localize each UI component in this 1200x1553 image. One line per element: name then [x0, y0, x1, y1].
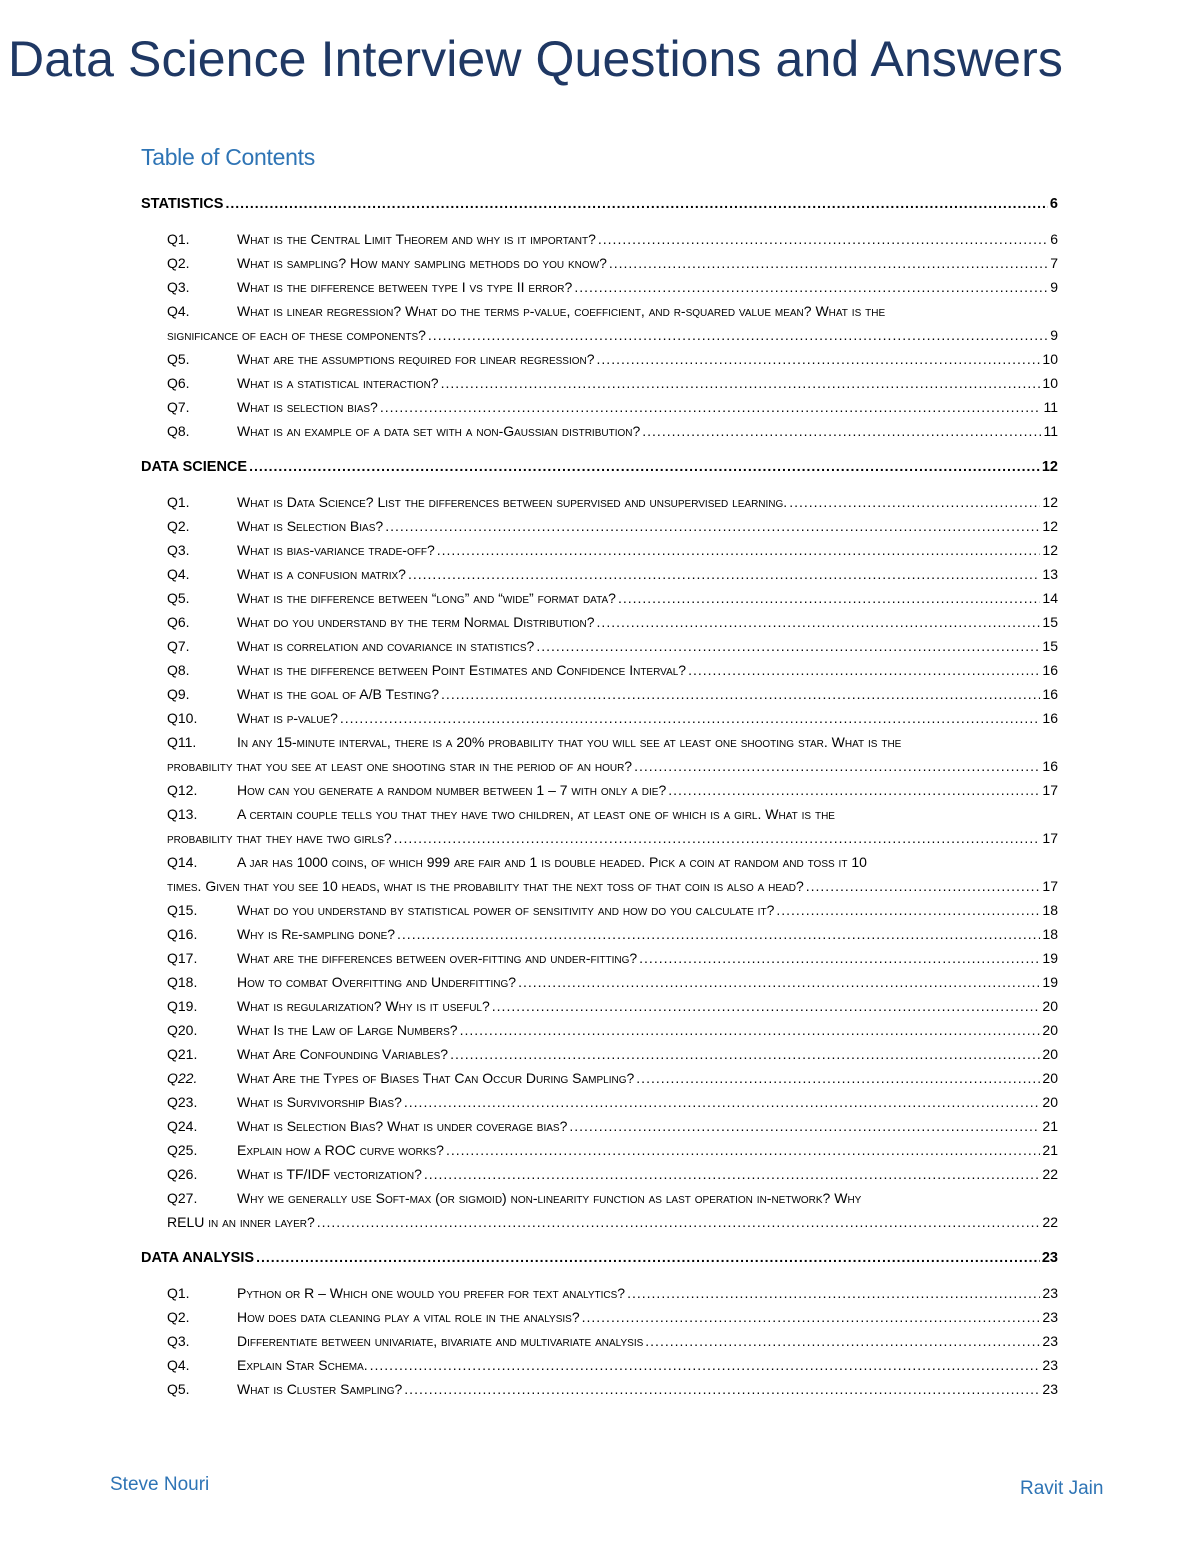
toc-entry-title: What is bias-variance trade-off?: [237, 542, 435, 558]
toc-dot-leader: [518, 972, 1040, 992]
toc-entry-number: Q1.: [167, 1285, 190, 1301]
toc-entry-link[interactable]: [167, 229, 1058, 249]
toc-page-number: 20: [1042, 1022, 1058, 1038]
toc-entry-number: Q5.: [167, 590, 190, 606]
toc-dot-leader: [642, 421, 1041, 441]
toc-entry-link[interactable]: [167, 397, 1058, 417]
toc-entry-title: What is Selection Bias?: [237, 518, 384, 534]
toc-page-number: 12: [1042, 494, 1058, 510]
toc-entry-link[interactable]: [167, 1379, 1058, 1399]
toc-page-number: 17: [1042, 830, 1058, 846]
toc-page-number: 12: [1041, 459, 1058, 475]
toc-page-number: 23: [1041, 1250, 1058, 1266]
toc-entry-link[interactable]: [167, 277, 1058, 297]
toc-entry-number: Q16.: [167, 926, 198, 942]
toc-entry-number: Q3.: [167, 1333, 190, 1349]
toc-page-number: 22: [1042, 1166, 1058, 1182]
toc-page-number: 9: [1050, 279, 1058, 295]
toc-entry-number: Q5.: [167, 1381, 190, 1397]
toc-entry-link[interactable]: [167, 924, 1058, 944]
toc-page-number: 10: [1042, 351, 1058, 367]
toc-entry-title: What is the difference between “long” and “wide” format data?: [237, 590, 616, 606]
toc-dot-leader: [249, 456, 1040, 476]
toc-page-number: 23: [1042, 1357, 1058, 1373]
toc-page-number: 23: [1042, 1333, 1058, 1349]
toc-page-number: 17: [1042, 878, 1058, 894]
toc-entry-number: Q2.: [167, 518, 190, 534]
toc-entry-link[interactable]: [167, 708, 1058, 728]
toc-entry-title: What is the goal of A/B Testing?: [237, 686, 440, 702]
toc-dot-leader: [317, 1212, 1041, 1232]
toc-entry-title: What is Data Science? List the differences between supervised and unsupervised learning.: [237, 494, 788, 510]
toc-page-number: 16: [1042, 758, 1058, 774]
toc-entry-title: In any 15-minute interval, there is a 20% probability that you will see at least one shooting star. What is the: [237, 734, 902, 750]
toc-entry-number: Q7.: [167, 399, 190, 415]
toc-entry-title: What is Survivorship Bias?: [237, 1094, 402, 1110]
toc-dot-leader: [404, 1379, 1040, 1399]
toc-entry-link[interactable]: [167, 996, 1058, 1016]
toc-section-title: STATISTICS: [141, 196, 224, 212]
toc-entry-number: Q21.: [167, 1046, 198, 1062]
toc-entry-title: A certain couple tells you that they have two children, at least one of which is a girl. What is the: [237, 806, 835, 822]
toc-entry-link[interactable]: [167, 948, 1058, 968]
toc-page-number: 12: [1042, 518, 1058, 534]
toc-page-number: 22: [1042, 1214, 1058, 1230]
toc-entry-title: What is a confusion matrix?: [237, 566, 406, 582]
toc-dot-leader: [634, 756, 1040, 776]
toc-entry-link[interactable]: [167, 684, 1058, 704]
toc-page-number: 11: [1043, 423, 1058, 439]
toc-entry-number: Q3.: [167, 279, 190, 295]
toc-dot-leader: [441, 373, 1041, 393]
toc-page-number: 16: [1042, 662, 1058, 678]
toc-dot-leader: [582, 1307, 1041, 1327]
toc-entry-number: Q22.: [167, 1070, 198, 1086]
toc-entry-link[interactable]: [167, 876, 1058, 896]
toc-page-number: 21: [1042, 1118, 1058, 1134]
toc-entry-title: What Is the Law of Large Numbers?: [237, 1022, 458, 1038]
toc-dot-leader: [645, 1331, 1040, 1351]
toc-entry-title: A jar has 1000 coins, of which 999 are fair and 1 is double headed. Pick a coin at random and toss it 10: [237, 854, 867, 870]
toc-entry-title: What is the difference between Point Estimates and Confidence Interval?: [237, 662, 687, 678]
toc-entry-title: What do you understand by statistical power of sensitivity and how do you calculate it?: [237, 902, 775, 918]
toc-entry-link[interactable]: [167, 492, 1058, 512]
toc-dot-leader: [789, 492, 1040, 512]
toc-entry-number: Q3.: [167, 542, 190, 558]
toc-dot-leader: [380, 397, 1042, 417]
toc-entry-title: What are the differences between over-fitting and under-fitting?: [237, 950, 638, 966]
toc-entry-title: significance of each of these components?: [167, 327, 426, 343]
toc-dot-leader: [446, 1140, 1040, 1160]
toc-entry-number: Q4.: [167, 1357, 190, 1373]
toc-dot-leader: [441, 684, 1040, 704]
toc-heading: Table of Contents: [141, 144, 315, 170]
toc-entry-number: Q20.: [167, 1022, 198, 1038]
toc-dot-leader: [627, 1283, 1040, 1303]
toc-entry-number: Q15.: [167, 902, 198, 918]
toc-entry-title: What Are Confounding Variables?: [237, 1046, 449, 1062]
toc-entry-title: What Are the Types of Biases That Can Occur During Sampling?: [237, 1070, 635, 1086]
toc-section-title: DATA SCIENCE: [141, 459, 248, 475]
toc-entry-link[interactable]: [167, 852, 1058, 872]
toc-entry-number: Q23.: [167, 1094, 198, 1110]
toc-entry-number: Q4.: [167, 303, 190, 319]
toc-dot-leader: [394, 828, 1041, 848]
toc-page-number: 19: [1042, 974, 1058, 990]
toc-entry-number: Q7.: [167, 638, 190, 654]
toc-entry-link[interactable]: [167, 540, 1058, 560]
toc-entry-link[interactable]: [167, 1355, 1058, 1375]
toc-entry-number: Q6.: [167, 614, 190, 630]
toc-entry-title: Explain Star Schema.: [237, 1357, 368, 1373]
toc-entry-title: times. Given that you see 10 heads, what is the probability that the next toss of that coin is also a head?: [167, 878, 804, 894]
toc-entry-number: Q26.: [167, 1166, 198, 1182]
toc-page-number: 12: [1042, 542, 1058, 558]
toc-entry-link[interactable]: [167, 804, 1058, 824]
toc-page-number: 16: [1042, 686, 1058, 702]
toc-entry-number: Q27.: [167, 1190, 198, 1206]
toc-entry-title: What is selection bias?: [237, 399, 378, 415]
toc-entry-link[interactable]: [167, 1164, 1058, 1184]
toc-entry-title: What is correlation and covariance in statistics?: [237, 638, 535, 654]
toc-page-number: 15: [1042, 614, 1058, 630]
document-title: Data Science Interview Questions and Answers: [8, 31, 1063, 87]
toc-dot-leader: [597, 612, 1041, 632]
toc-dot-leader: [806, 876, 1041, 896]
toc-entry-title: probability that you see at least one shooting star in the period of an hour?: [167, 758, 633, 774]
toc-entry-number: Q5.: [167, 351, 190, 367]
toc-entry-link[interactable]: [167, 253, 1058, 273]
toc-entry-link[interactable]: [167, 325, 1058, 345]
toc-entry-number: Q8.: [167, 662, 190, 678]
toc-entry-title: What is regularization? Why is it useful?: [237, 998, 490, 1014]
toc-dot-leader: [597, 349, 1041, 369]
toc-entry-link[interactable]: [167, 972, 1058, 992]
toc-entry-title: What do you understand by the term Normal Distribution?: [237, 614, 595, 630]
toc-entry-number: Q2.: [167, 1309, 190, 1325]
toc-dot-leader: [618, 588, 1040, 608]
toc-entry-link[interactable]: [167, 588, 1058, 608]
toc-entry-title: What is sampling? How many sampling methods do you know?: [237, 255, 607, 271]
toc-entry-link[interactable]: [167, 373, 1058, 393]
toc-page-number: 17: [1042, 782, 1058, 798]
toc-page-number: 20: [1042, 1070, 1058, 1086]
toc-entry-link[interactable]: [167, 612, 1058, 632]
toc-entry-link[interactable]: [167, 1092, 1058, 1112]
toc-page-number: 16: [1042, 710, 1058, 726]
toc-dot-leader: [408, 564, 1040, 584]
toc-entry-link[interactable]: [167, 1188, 1058, 1208]
toc-entry-link[interactable]: [167, 732, 1058, 752]
toc-page-number: 23: [1042, 1285, 1058, 1301]
toc-dot-leader: [437, 540, 1041, 560]
toc-entry-number: Q2.: [167, 255, 190, 271]
toc-entry-title: What is Cluster Sampling?: [237, 1381, 403, 1397]
toc-dot-leader: [569, 1116, 1040, 1136]
toc-dot-leader: [776, 900, 1040, 920]
toc-entry-link[interactable]: [167, 1283, 1058, 1303]
toc-entry-title: Differentiate between univariate, bivariate and multivariate analysis: [237, 1333, 644, 1349]
toc-entry-number: Q6.: [167, 375, 190, 391]
toc-entry-link[interactable]: [167, 564, 1058, 584]
toc-page-number: 20: [1042, 1046, 1058, 1062]
toc-entry-title: What is linear regression? What do the terms p-value, coefficient, and r-squared value mean? What is the: [237, 303, 886, 319]
toc-dot-leader: [397, 924, 1040, 944]
toc-entry-title: What is TF/IDF vectorization?: [237, 1166, 422, 1182]
toc-page-number: 13: [1042, 566, 1058, 582]
toc-dot-leader: [668, 780, 1040, 800]
toc-entry-number: Q1.: [167, 231, 190, 247]
toc-dot-leader: [609, 253, 1048, 273]
toc-dot-leader: [404, 1092, 1041, 1112]
toc-dot-leader: [688, 660, 1040, 680]
toc-entry-link[interactable]: [167, 516, 1058, 536]
toc-dot-leader: [225, 193, 1047, 213]
toc-entry-link[interactable]: [167, 1020, 1058, 1040]
toc-entry-number: Q13.: [167, 806, 198, 822]
toc-dot-leader: [598, 229, 1048, 249]
toc-entry-link[interactable]: [167, 1212, 1058, 1232]
toc-page-number: 21: [1042, 1142, 1058, 1158]
toc-dot-leader: [256, 1247, 1040, 1267]
toc-entry-number: Q25.: [167, 1142, 198, 1158]
toc-section-link[interactable]: [141, 456, 1058, 477]
toc-dot-leader: [370, 1355, 1041, 1375]
toc-dot-leader: [636, 1068, 1040, 1088]
toc-entry-title: What is an example of a data set with a non-Gaussian distribution?: [237, 423, 641, 439]
toc-page-number: 9: [1050, 327, 1058, 343]
toc-entry-number: Q4.: [167, 566, 190, 582]
toc-entry-title: What is the difference between type I vs type II error?: [237, 279, 573, 295]
toc-entry-number: Q19.: [167, 998, 198, 1014]
toc-entry-title: RELU in an inner layer?: [167, 1214, 315, 1230]
toc-entry-title: Explain how a ROC curve works?: [237, 1142, 444, 1158]
toc-dot-leader: [536, 636, 1040, 656]
toc-entry-link[interactable]: [167, 660, 1058, 680]
toc-entry-link[interactable]: [167, 780, 1058, 800]
toc-page-number: 11: [1043, 399, 1058, 415]
toc-dot-leader: [639, 948, 1040, 968]
toc-page-number: 20: [1042, 998, 1058, 1014]
toc-entry-link[interactable]: [167, 1140, 1058, 1160]
toc-entry-number: Q11.: [167, 734, 197, 750]
toc-entry-title: How to combat Overfitting and Underfitting?: [237, 974, 517, 990]
toc-page-number: 23: [1042, 1309, 1058, 1325]
toc-entry-link[interactable]: [167, 301, 1058, 321]
toc-entry-number: Q14.: [167, 854, 198, 870]
toc-dot-leader: [574, 277, 1048, 297]
toc-dot-leader: [340, 708, 1041, 728]
toc-dot-leader: [424, 1164, 1041, 1184]
toc-entry-title: What is the Central Limit Theorem and why is it important?: [237, 231, 596, 247]
toc-entry-title: How can you generate a random number between 1 – 7 with only a die?: [237, 782, 667, 798]
toc-dot-leader: [450, 1044, 1040, 1064]
toc-dot-leader: [385, 516, 1040, 536]
toc-page-number: 20: [1042, 1094, 1058, 1110]
toc-entry-link[interactable]: [167, 756, 1058, 776]
toc-entry-title: Python or R – Which one would you prefer for text analytics?: [237, 1285, 626, 1301]
toc-entry-link[interactable]: [167, 1068, 1058, 1088]
toc-page-number: 14: [1042, 590, 1058, 606]
toc-page-number: 6: [1049, 196, 1058, 212]
toc-dot-leader: [460, 1020, 1041, 1040]
toc-entry-link[interactable]: [167, 1307, 1058, 1327]
toc-page-number: 23: [1042, 1381, 1058, 1397]
toc-entry-number: Q12.: [167, 782, 198, 798]
toc-page-number: 6: [1050, 231, 1058, 247]
toc-entry-title: What is a statistical interaction?: [237, 375, 439, 391]
toc-entry-number: Q9.: [167, 686, 190, 702]
toc-page-number: 18: [1042, 926, 1058, 942]
footer-author-right: Ravit Jain: [1020, 1478, 1104, 1499]
toc-page-number: 10: [1042, 375, 1058, 391]
toc-entry-link[interactable]: [167, 1331, 1058, 1351]
toc-entry-link[interactable]: [167, 421, 1058, 441]
toc-entry-link[interactable]: [167, 828, 1058, 848]
toc-page-number: 7: [1050, 255, 1058, 271]
toc-page-number: 15: [1042, 638, 1058, 654]
toc-page-number: 18: [1042, 902, 1058, 918]
toc-section-link[interactable]: [141, 1247, 1058, 1268]
toc-dot-leader: [428, 325, 1048, 345]
toc-entry-link[interactable]: [167, 636, 1058, 656]
toc-entry-title: How does data cleaning play a vital role in the analysis?: [237, 1309, 580, 1325]
toc-dot-leader: [492, 996, 1041, 1016]
toc-entry-number: Q8.: [167, 423, 190, 439]
toc-entry-title: Why we generally use Soft-max (or sigmoid) non-linearity function as last operation in-network? Why: [237, 1190, 862, 1206]
toc-entry-link[interactable]: [167, 1044, 1058, 1064]
toc-entry-title: What is p-value?: [237, 710, 338, 726]
toc-entry-number: Q24.: [167, 1118, 198, 1134]
toc-entry-number: Q18.: [167, 974, 198, 990]
toc-entry-title: Why is Re-sampling done?: [237, 926, 396, 942]
toc-entry-number: Q10.: [167, 710, 198, 726]
toc-entry-title: probability that they have two girls?: [167, 830, 392, 846]
toc-entry-link[interactable]: [167, 1116, 1058, 1136]
toc-entry-title: What are the assumptions required for linear regression?: [237, 351, 595, 367]
toc-section-title: DATA ANALYSIS: [141, 1250, 255, 1266]
toc-entry-number: Q1.: [167, 494, 190, 510]
toc-section-link[interactable]: [141, 193, 1058, 214]
toc-entry-link[interactable]: [167, 900, 1058, 920]
toc-page-number: 19: [1042, 950, 1058, 966]
footer-author-left: Steve Nouri: [110, 1474, 210, 1495]
toc-entry-link[interactable]: [167, 349, 1058, 369]
toc-entry-title: What is Selection Bias? What is under coverage bias?: [237, 1118, 568, 1134]
toc-entry-number: Q17.: [167, 950, 198, 966]
